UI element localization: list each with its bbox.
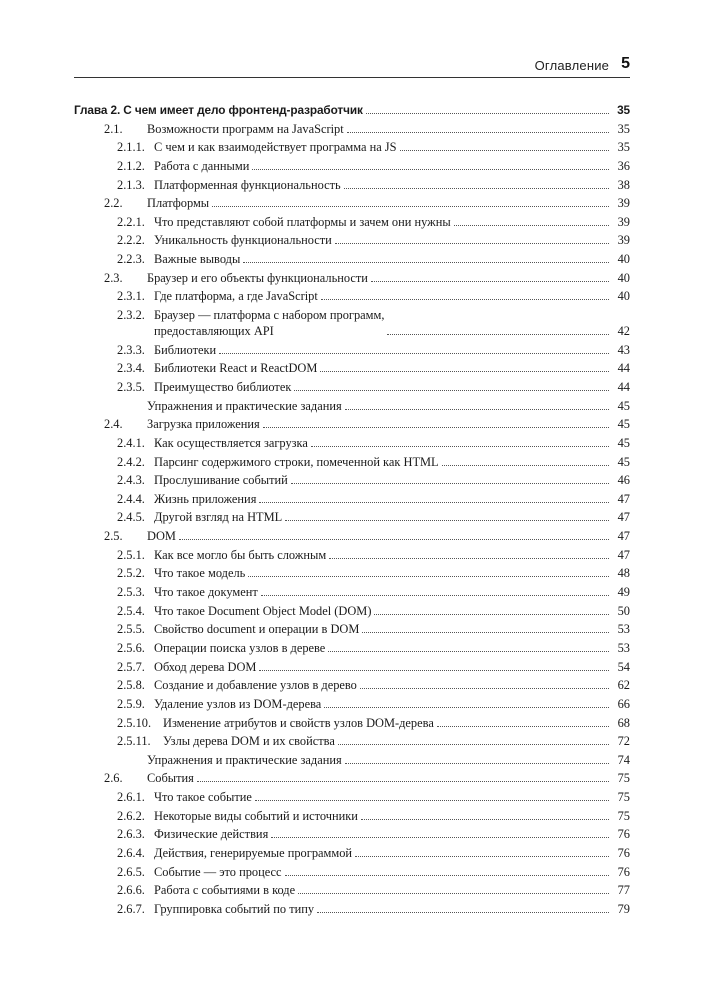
entry-title-line: предоставляющих API (154, 324, 274, 339)
entry-number: 2.4. (104, 417, 123, 432)
chapter-title: Глава 2. С чем имеет дело фронтенд-разработчик (74, 103, 363, 117)
toc-subsection-entry[interactable] (74, 864, 630, 880)
entry-number: 2.3. (104, 270, 123, 285)
page-ref: 40 (617, 270, 630, 285)
entry-title-line: Браузер — платформа с набором программ, (154, 308, 385, 323)
toc-chapter-entry[interactable] (74, 102, 630, 118)
dot-leader (329, 558, 609, 559)
entry-title: Работа с событиями в коде (154, 883, 296, 898)
page-ref: 40 (617, 289, 630, 304)
page-ref: 35 (617, 103, 630, 117)
entry-title: Платформы (147, 196, 210, 211)
entry-title: Некоторые виды событий и источники (154, 808, 358, 823)
page-ref: 38 (617, 177, 630, 192)
entry-title: Возможности программ на JavaScript (147, 121, 344, 136)
entry-number: 2.5.7. (117, 659, 145, 674)
entry-number: 2.1. (104, 121, 123, 136)
page-ref: 53 (617, 622, 630, 637)
toc-subsection-entry[interactable] (74, 826, 630, 842)
page-ref: 47 (617, 529, 630, 544)
page-ref: 45 (617, 398, 630, 413)
entry-number: 2.2.2. (117, 233, 145, 248)
dot-leader (219, 353, 609, 354)
page-ref: 45 (617, 435, 630, 450)
page-ref: 48 (617, 566, 630, 581)
toc-subsection-entry[interactable] (74, 696, 630, 712)
entry-title: Преимущество библиотек (154, 379, 292, 394)
toc-section-entry[interactable] (74, 770, 630, 786)
entry-title: Обход дерева DOM (154, 659, 257, 674)
page-ref: 44 (617, 361, 630, 376)
entry-title: Создание и добавление узлов в дерево (154, 678, 357, 693)
page-ref: 42 (617, 324, 630, 339)
entry-number: 2.5.1. (117, 547, 145, 562)
toc-subsection-entry[interactable] (74, 845, 630, 861)
dot-leader (387, 334, 609, 335)
page-ref: 39 (617, 233, 630, 248)
dot-leader (328, 651, 609, 652)
toc-subsection-entry[interactable] (74, 491, 630, 507)
toc-subsection-entry[interactable] (74, 288, 630, 304)
entry-title: Физические действия (154, 827, 269, 842)
entry-number: 2.1.2. (117, 158, 145, 173)
dot-leader (271, 837, 609, 838)
entry-number: 2.5.8. (117, 678, 145, 693)
page-ref: 66 (617, 696, 630, 711)
entry-number: 2.6. (104, 771, 123, 786)
entry-number: 2.4.5. (117, 510, 145, 525)
page-ref: 43 (617, 342, 630, 357)
dot-leader (285, 520, 609, 521)
entry-title: Свойство document и операции в DOM (154, 622, 360, 637)
page-ref: 47 (617, 547, 630, 562)
entry-title: С чем и как взаимодействует программа на JS (154, 140, 397, 155)
entry-title: Что такое событие (154, 790, 252, 805)
dot-leader (345, 763, 609, 764)
entry-number: 2.6.2. (117, 808, 145, 823)
toc-section-entry[interactable] (74, 270, 630, 286)
entry-title: Упражнения и практические задания (147, 752, 342, 767)
page-ref: 40 (617, 252, 630, 267)
entry-number: 2.3.5. (117, 379, 145, 394)
page-ref: 35 (617, 140, 630, 155)
page-ref: 35 (617, 121, 630, 136)
toc-subsection-entry[interactable] (74, 454, 630, 470)
toc-subsection-entry[interactable] (74, 659, 630, 675)
toc-section-entry[interactable] (74, 528, 630, 544)
toc-subsection-entry[interactable] (74, 158, 630, 174)
dot-leader (243, 262, 609, 263)
page-ref: 45 (617, 417, 630, 432)
toc-subsection-entry[interactable] (74, 808, 630, 824)
page-ref: 75 (617, 790, 630, 805)
entry-number: 2.6.3. (117, 827, 145, 842)
dot-leader (263, 427, 609, 428)
dot-leader (179, 539, 609, 540)
toc-subsection-entry[interactable] (74, 342, 630, 358)
entry-number: 2.2. (104, 196, 123, 211)
header-page-number: 5 (621, 55, 630, 72)
dot-leader (324, 707, 609, 708)
page-ref: 36 (617, 158, 630, 173)
toc-items (74, 121, 630, 917)
page-ref: 44 (617, 379, 630, 394)
toc-subsection-entry[interactable] (74, 640, 630, 656)
page-ref: 45 (617, 454, 630, 469)
entry-number: 2.4.4. (117, 491, 145, 506)
entry-title: Как осуществляется загрузка (154, 435, 308, 450)
toc-section-entry[interactable] (74, 416, 630, 432)
toc-exercises-entry[interactable] (74, 398, 630, 414)
entry-title: Что такое модель (154, 566, 246, 581)
toc-subsection-entry[interactable] (74, 379, 630, 395)
running-header (74, 52, 630, 78)
dot-leader (454, 225, 609, 226)
page-ref: 54 (617, 659, 630, 674)
page-ref: 77 (617, 883, 630, 898)
header-title: Оглавление (534, 58, 610, 73)
entry-number: 2.1.1. (117, 140, 145, 155)
entry-title: Узлы дерева DOM и их свойства (163, 734, 335, 749)
page-ref: 50 (617, 603, 630, 618)
toc-section-entry[interactable] (74, 195, 630, 211)
entry-title: Прослушивание событий (154, 473, 288, 488)
entry-title: Группировка событий по типу (154, 901, 315, 916)
page-ref: 53 (617, 640, 630, 655)
dot-leader (255, 800, 609, 801)
entry-number: 2.6.6. (117, 883, 145, 898)
dot-leader (261, 595, 609, 596)
toc-subsection-entry[interactable] (74, 232, 630, 248)
toc-subsection-entry[interactable] (74, 789, 630, 805)
entry-title: Библиотеки React и ReactDOM (154, 361, 318, 376)
entry-number: 2.3.1. (117, 289, 145, 304)
dot-leader (321, 299, 609, 300)
toc-subsection-entry[interactable] (74, 565, 630, 581)
dot-leader (335, 243, 609, 244)
toc-subsection-entry[interactable] (74, 472, 630, 488)
entry-number: 2.2.3. (117, 252, 145, 267)
entry-number: 2.6.1. (117, 790, 145, 805)
table-of-contents (74, 102, 630, 920)
entry-number: 2.2.1. (117, 214, 145, 229)
entry-title (154, 307, 384, 339)
dot-leader (442, 465, 609, 466)
toc-subsection-entry[interactable] (74, 733, 630, 749)
page-ref: 76 (617, 864, 630, 879)
page-ref: 47 (617, 491, 630, 506)
toc-subsection-entry[interactable] (74, 621, 630, 637)
toc-subsection-entry[interactable] (74, 360, 630, 376)
dot-leader (355, 856, 609, 857)
dot-leader (347, 132, 609, 133)
dot-leader (248, 576, 609, 577)
entry-number: 2.5.5. (117, 622, 145, 637)
toc-subsection-entry[interactable] (74, 307, 630, 339)
dot-leader (344, 188, 609, 189)
entry-number: 2.5.10. (117, 715, 152, 730)
entry-number: 2.3.3. (117, 342, 145, 357)
page-ref: 75 (617, 771, 630, 786)
dot-leader (360, 688, 609, 689)
dot-leader (291, 483, 609, 484)
toc-subsection-entry[interactable] (74, 251, 630, 267)
page-ref: 76 (617, 827, 630, 842)
toc-subsection-entry[interactable] (74, 435, 630, 451)
entry-number: 2.4.2. (117, 454, 145, 469)
entry-number: 2.1.3. (117, 177, 145, 192)
dot-leader (345, 409, 609, 410)
entry-number: 2.5.3. (117, 585, 145, 600)
dot-leader (320, 371, 609, 372)
page-ref: 47 (617, 510, 630, 525)
page-ref: 72 (617, 734, 630, 749)
entry-number: 2.5.4. (117, 603, 145, 618)
page-ref: 49 (617, 585, 630, 600)
page-ref: 39 (617, 196, 630, 211)
entry-title: Платформенная функциональность (154, 177, 341, 192)
entry-title: DOM (147, 529, 176, 544)
entry-title: Браузер и его объекты функциональности (147, 270, 368, 285)
entry-title: Что представляют собой платформы и зачем они нужны (154, 214, 451, 229)
dot-leader (400, 150, 609, 151)
entry-title: Удаление узлов из DOM-дерева (154, 696, 322, 711)
entry-title: Другой взгляд на HTML (154, 510, 283, 525)
toc-exercises-entry[interactable] (74, 752, 630, 768)
entry-number: 2.6.7. (117, 901, 145, 916)
dot-leader (212, 206, 609, 207)
entry-title: Где платформа, а где JavaScript (154, 289, 318, 304)
toc-subsection-entry[interactable] (74, 547, 630, 563)
entry-number: 2.3.2. (117, 308, 145, 323)
entry-number: 2.5.11. (117, 734, 151, 749)
entry-title: События (147, 771, 194, 786)
entry-title: Как все могло бы быть сложным (154, 547, 327, 562)
entry-title: Действия, генерируемые программой (154, 845, 353, 860)
dot-leader (361, 819, 609, 820)
entry-number: 2.5.6. (117, 640, 145, 655)
page-ref: 75 (617, 808, 630, 823)
entry-number: 2.6.4. (117, 845, 145, 860)
entry-title: Что такое документ (154, 585, 258, 600)
dot-leader (371, 281, 609, 282)
dot-leader (285, 875, 609, 876)
entry-title: Важные выводы (154, 252, 241, 267)
dot-leader (298, 893, 609, 894)
entry-title: Операции поиска узлов в дереве (154, 640, 326, 655)
toc-subsection-entry[interactable] (74, 139, 630, 155)
page-ref: 79 (617, 901, 630, 916)
entry-title: Событие — это процесс (154, 864, 282, 879)
toc-subsection-entry[interactable] (74, 177, 630, 193)
dot-leader (197, 781, 609, 782)
dot-leader (252, 169, 609, 170)
dot-leader (259, 502, 609, 503)
entry-number: 2.4.3. (117, 473, 145, 488)
toc-subsection-entry[interactable] (74, 901, 630, 917)
toc-subsection-entry[interactable] (74, 882, 630, 898)
dot-leader (294, 390, 609, 391)
dot-leader (317, 912, 609, 913)
toc-subsection-entry[interactable] (74, 214, 630, 230)
entry-title: Работа с данными (154, 158, 250, 173)
entry-number: 2.5.9. (117, 696, 145, 711)
entry-title: Что такое Document Object Model (DOM) (154, 603, 372, 618)
page-ref: 74 (617, 752, 630, 767)
page-ref: 68 (617, 715, 630, 730)
page-ref: 46 (617, 473, 630, 488)
entry-title: Жизнь приложения (154, 491, 257, 506)
dot-leader (362, 632, 609, 633)
toc-section-entry[interactable] (74, 121, 630, 137)
page-ref: 62 (617, 678, 630, 693)
entry-number: 2.5. (104, 529, 123, 544)
page-ref: 39 (617, 214, 630, 229)
toc-subsection-entry[interactable] (74, 677, 630, 693)
entry-title: Изменение атрибутов и свойств узлов DOM-дерева (163, 715, 434, 730)
entry-title: Упражнения и практические задания (147, 398, 342, 413)
entry-title: Уникальность функциональности (154, 233, 332, 248)
entry-title: Загрузка приложения (147, 417, 260, 432)
page-ref: 76 (617, 845, 630, 860)
entry-number: 2.3.4. (117, 361, 145, 376)
entry-number: 2.5.2. (117, 566, 145, 581)
toc-subsection-entry[interactable] (74, 715, 630, 731)
entry-title: Парсинг содержимого строки, помеченной как HTML (154, 454, 439, 469)
toc-subsection-entry[interactable] (74, 584, 630, 600)
entry-number: 2.4.1. (117, 435, 145, 450)
dot-leader (366, 113, 609, 114)
dot-leader (259, 670, 609, 671)
dot-leader (311, 446, 609, 447)
toc-subsection-entry[interactable] (74, 509, 630, 525)
toc-subsection-entry[interactable] (74, 603, 630, 619)
dot-leader (437, 726, 609, 727)
dot-leader (374, 614, 609, 615)
entry-title: Библиотеки (154, 342, 217, 357)
entry-number: 2.6.5. (117, 864, 145, 879)
dot-leader (338, 744, 609, 745)
